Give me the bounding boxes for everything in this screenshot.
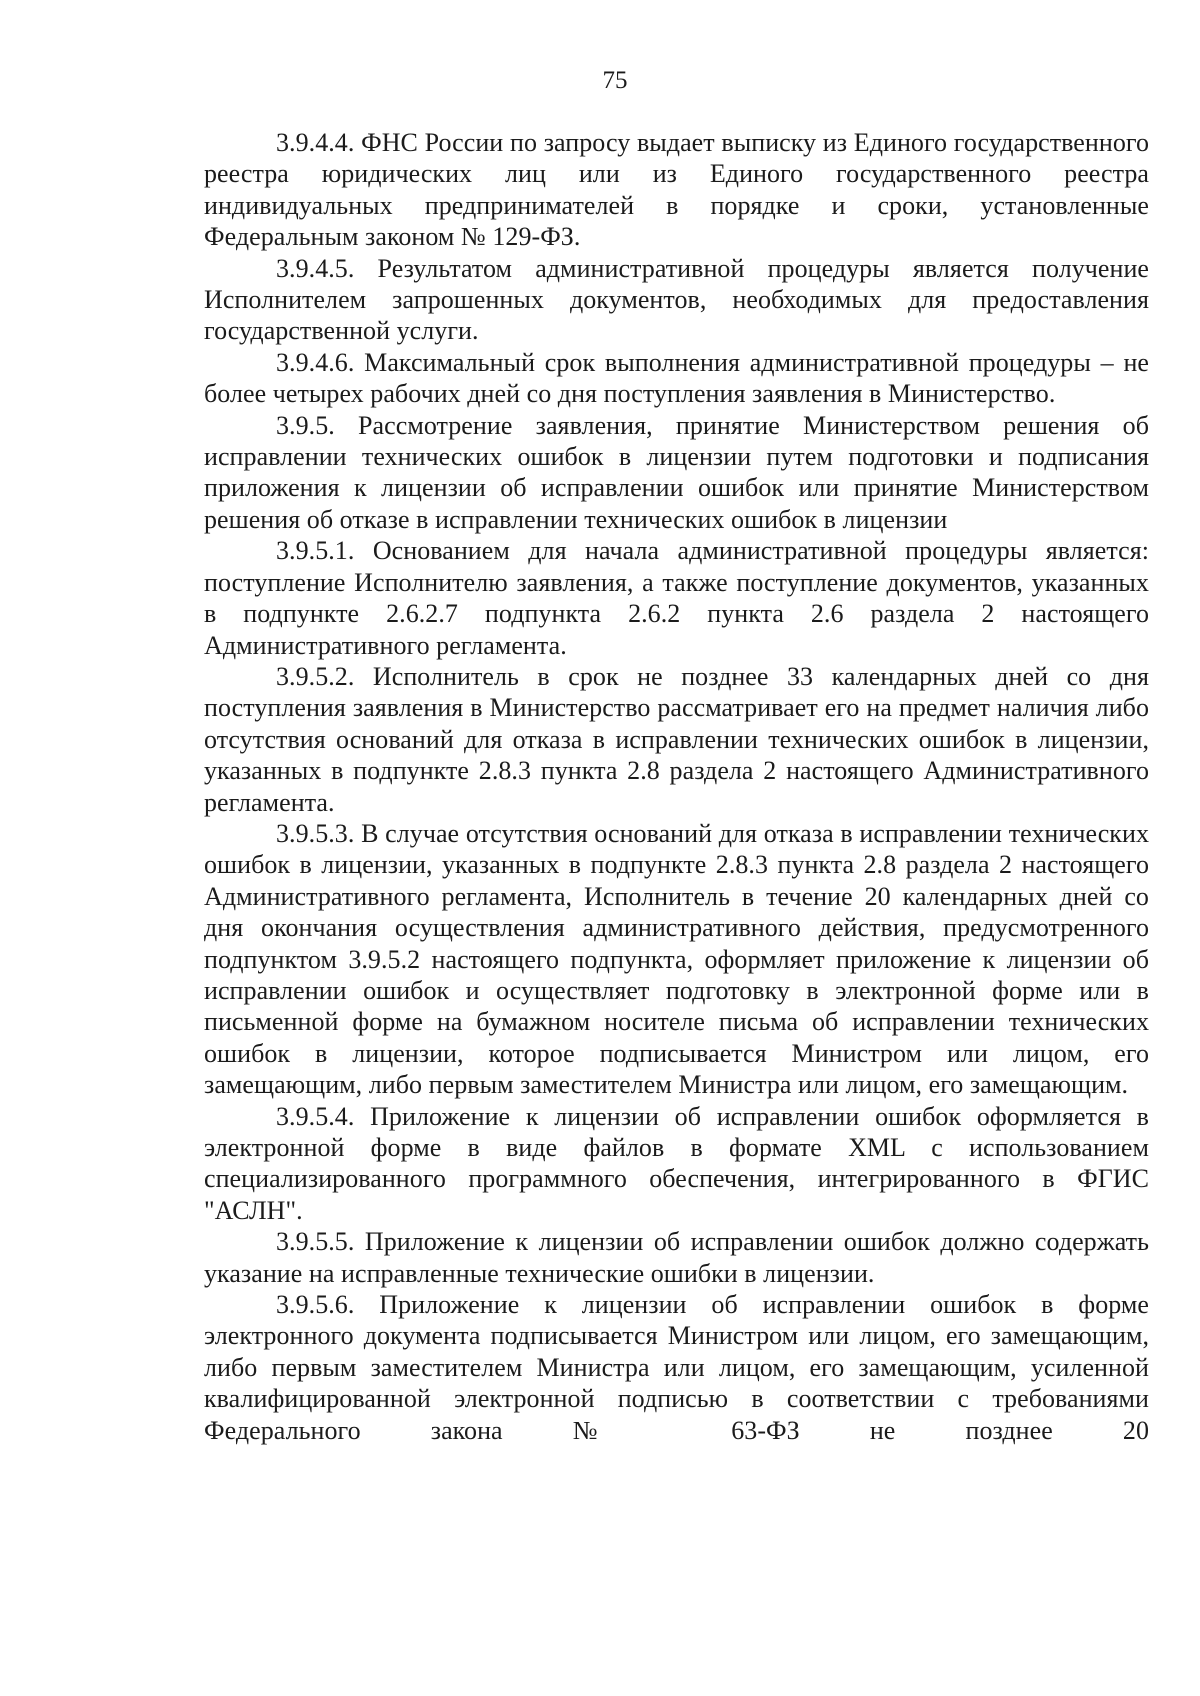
paragraph-3-9-5-6: 3.9.5.6. Приложение к лицензии об исправлении ошибок в форме электронного документа подписывается Министром или лицом, его замещающим, либо первым заместителем Министра или лицом, его замещающим, усиленной квалифицированной электронной подписью в соответствии с требованиями Федерального закона № 63-ФЗ не позднее 20 <box>204 1290 1149 1445</box>
paragraph-3-9-5-4: 3.9.5.4. Приложение к лицензии об исправлении ошибок оформляется в электронной форме в виде файлов в формате XML с использованием специализированного программного обеспечения, интегрированного в ФГИС "АСЛН". <box>204 1101 1149 1225</box>
paragraph-3-9-5-2: 3.9.5.2. Исполнитель в срок не позднее 33 календарных дней со дня поступления заявления в Министерство рассматривает его на предмет наличия либо отсутствия оснований для отказа в исправлении технических ошибок в лицензии, указанных в подпункте 2.8.3 пункта 2.8 раздела 2 настоящего Административного регламента. <box>204 661 1149 817</box>
page-number: 75 <box>602 67 628 94</box>
paragraph-3-9-4-4: 3.9.4.4. ФНС России по запросу выдает выписку из Единого государственного реестра юридических лиц или из Единого государственного реестра индивидуальных предпринимателей в порядке и сроки, установленные Федеральным законом № 129-ФЗ. <box>204 128 1149 252</box>
paragraph-3-9-5-3: 3.9.5.3. В случае отсутствия оснований для отказа в исправлении технических ошибок в лицензии, указанных в подпункте 2.8.3 пункта 2.8 раздела 2 настоящего Административного регламента, Исполнитель в течение 20 календарных дней со дня окончания осуществления административного действия, предусмотренного подпунктом 3.9.5.2 настоящего подпункта, оформляет приложение к лицензии об исправлении ошибок и осуществляет подготовку в электронной форме или в письменной форме на бумажном носителе письма об исправлении технических ошибок в лицензии, которое подписывается Министром или лицом, его замещающим, либо первым заместителем Министра или лицом, его замещающим. <box>204 818 1149 1100</box>
paragraph-3-9-5: 3.9.5. Рассмотрение заявления, принятие Министерством решения об исправлении технических ошибок в лицензии путем подготовки и подписания приложения к лицензии об исправлении ошибок или принятие Министерством решения об отказе в исправлении технических ошибок в лицензии <box>204 410 1149 534</box>
paragraph-3-9-5-1: 3.9.5.1. Основанием для начала административной процедуры является: поступление Исполнителю заявления, а также поступление документов, указанных в подпункте 2.6.2.7 подпункта 2.6.2 пункта 2.6 раздела 2 настоящего Административного регламента. <box>204 536 1149 660</box>
document-body <box>204 127 1149 1446</box>
paragraph-3-9-5-5: 3.9.5.5. Приложение к лицензии об исправлении ошибок должно содержать указание на исправленные технические ошибки в лицензии. <box>204 1227 1149 1288</box>
paragraph-3-9-4-6: 3.9.4.6. Максимальный срок выполнения административной процедуры – не более четырех рабочих дней со дня поступления заявления в Министерство. <box>204 347 1149 409</box>
paragraph-3-9-4-5: 3.9.4.5. Результатом административной процедуры является получение Исполнителем запрошенных документов, необходимых для предоставления государственной услуги. <box>204 253 1149 346</box>
